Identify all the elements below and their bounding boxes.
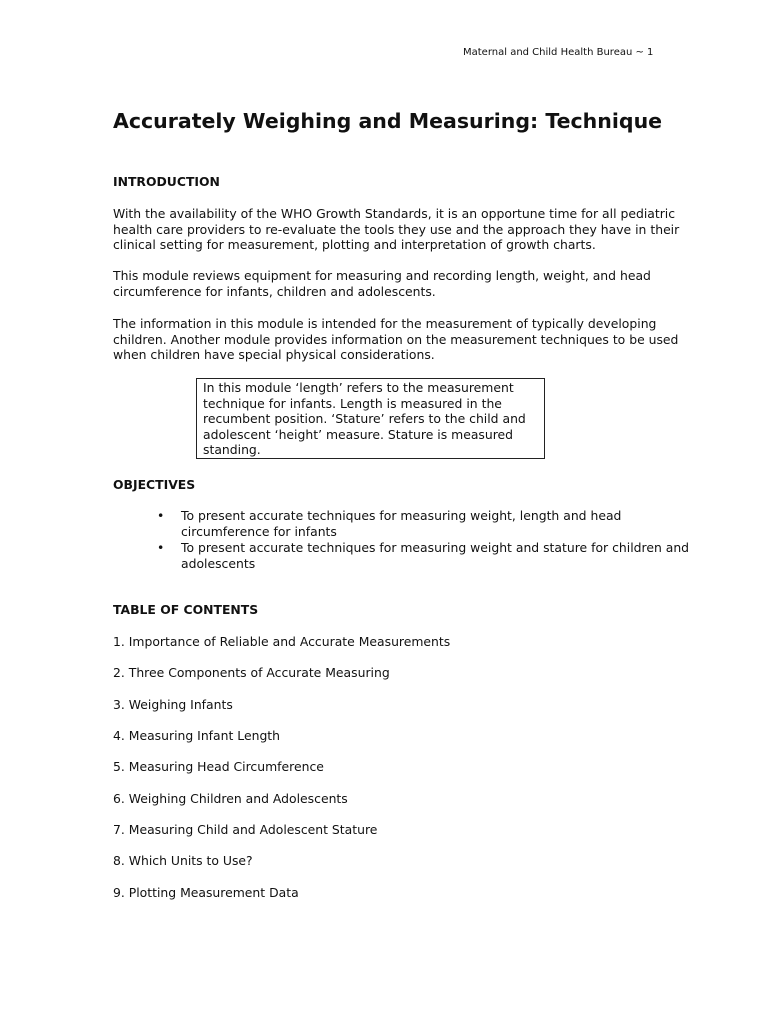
page-title: Accurately Weighing and Measuring: Technique [113,109,663,133]
toc-item: 6. Weighing Children and Adolescents [113,791,348,806]
toc-item: 8. Which Units to Use? [113,853,253,868]
objective-line: adolescents [181,555,256,571]
toc-item: 5. Measuring Head Circumference [113,759,324,774]
intro-paragraph-1-line: clinical setting for measurement, plotting and interpretation of growth charts. [113,237,596,253]
objective-line: To present accurate techniques for measuring weight and stature for children and [181,540,690,556]
intro-paragraph-1-line: With the availability of the WHO Growth Standards, it is an opportune time for all pediatric [113,206,676,221]
definition-note-box [196,378,545,459]
toc-item: 1. Importance of Reliable and Accurate Measurements [113,634,451,649]
intro-paragraph-3-line: when children have special physical considerations. [113,347,435,363]
bullet-icon: • [157,540,165,556]
toc-item: 9. Plotting Measurement Data [113,885,299,900]
intro-paragraph-1 [113,206,713,253]
note-line: standing. [203,442,261,458]
intro-paragraph-3-line: The information in this module is intended for the measurement of typically developing [113,316,657,331]
toc-item: 2. Three Components of Accurate Measuring [113,665,390,680]
intro-paragraph-3-line: children. Another module provides information on the measurement techniques to be used [113,331,679,347]
objectives-heading: OBJECTIVES [113,477,196,492]
note-line: technique for infants. Length is measured in the [203,395,502,411]
note-line: adolescent ‘height’ measure. Stature is measured [203,426,514,442]
note-line: In this module ‘length’ refers to the measurement [203,380,514,395]
intro-paragraph-3 [113,316,713,363]
intro-paragraph-2 [113,268,713,299]
toc-item: 4. Measuring Infant Length [113,728,281,743]
objectives-list [113,508,713,572]
toc-item: 3. Weighing Infants [113,697,233,712]
note-line: recumbent position. ‘Stature’ refers to the child and [203,411,526,427]
toc-heading: TABLE OF CONTENTS [113,602,259,617]
intro-paragraph-1-line: health care providers to re-evaluate the tools they use and the approach they have in their [113,221,680,237]
intro-paragraph-2-line: This module reviews equipment for measuring and recording length, weight, and head [113,268,651,283]
objective-line: To present accurate techniques for measuring weight, length and head [181,508,622,523]
toc-item: 7. Measuring Child and Adolescent Stature [113,822,378,837]
running-header: Maternal and Child Health Bureau ~ 1 [463,47,654,58]
objective-item [113,540,713,571]
bullet-icon: • [157,508,165,523]
introduction-heading: INTRODUCTION [113,174,220,189]
objective-item [113,508,713,539]
intro-paragraph-2-line: circumference for infants, children and adolescents. [113,283,436,299]
objective-line: circumference for infants [181,523,337,539]
